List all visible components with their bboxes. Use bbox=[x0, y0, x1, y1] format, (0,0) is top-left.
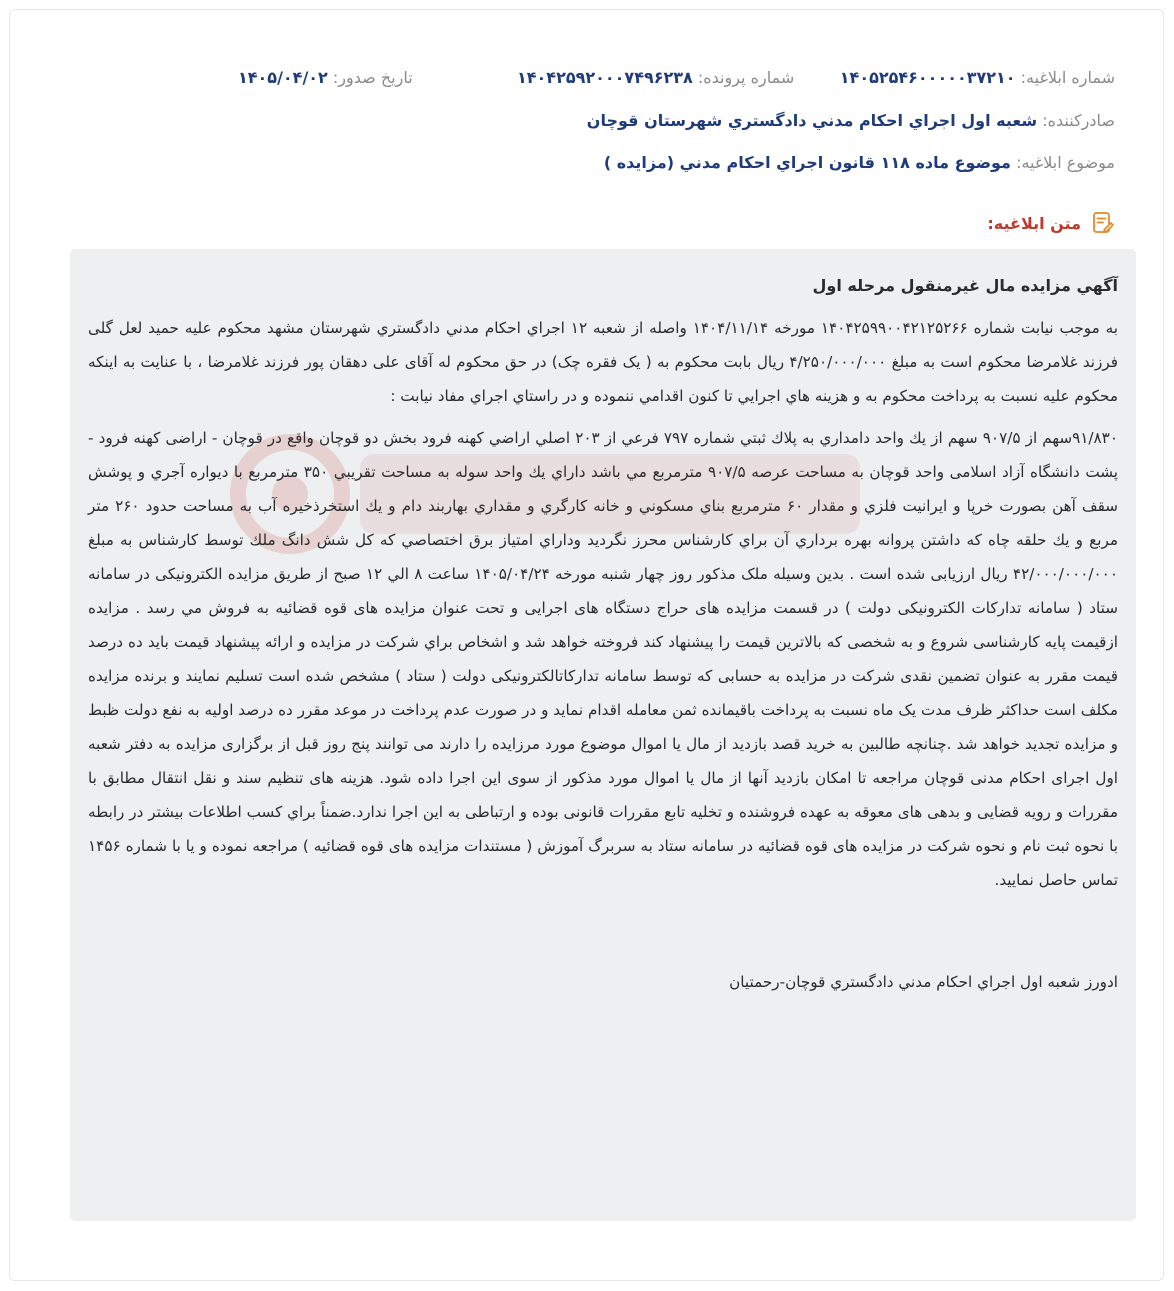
notice-body bbox=[88, 269, 1118, 1007]
notice-number-value: ۱۴۰۵۲۵۴۶۰۰۰۰۰۳۷۲۱۰ bbox=[839, 68, 1016, 87]
notice-content bbox=[70, 249, 1136, 1221]
subject-label: موضوع ابلاغیه: bbox=[1016, 153, 1115, 172]
notice-number-label: شماره ابلاغیه: bbox=[1020, 68, 1115, 87]
file-number-label: شماره پرونده: bbox=[697, 68, 795, 87]
issuer-value: شعبه اول اجراي احكام مدني دادگستري شهرستان قوچان bbox=[586, 111, 1038, 130]
issue-date-value: ۱۴۰۵/۰۴/۰۲ bbox=[238, 68, 328, 87]
issuer bbox=[587, 111, 1115, 130]
notice-paragraph-2: ۹۱/۸۳۰سهم از ۹۰۷/۵ سهم از يك واحد دامداري به پلاك ثبتي شماره ۷۹۷ فرعي از ۲۰۳ اصلي اراضي كهنه فرود بخش دو قوچان واقع در قوچان - اراضی کهنه فرود - پشت دانشگاه آزاد اسلامی واحد قوچان به مساحت عرصه ۹۰۷/۵ مترمربع مي باشد داراي يك واحد سوله به مساحت تقريبي ۳۵۰ مترمربع با ديواره آجري و پوشش سقف آهن بصورت خرپا و ايرانيت فلزي و مقدار ۶۰ مترمربع بناي مسكوني و خانه كارگري و مقداري بهاربند دام و يك استخرذخيره آب به مساحت حدود ۲۶۰ متر مربع و يك حلقه چاه كه داشتن پروانه بهره برداري آن براي كارشناس محرز نگرديد وداراي امتياز برق اختصاصي كه كل شش دانگ ملك توسط كارشناس به مبلغ ۴۲/۰۰۰/۰۰۰/۰۰۰ ريال ارزيابی شده است . بدين وسيله ملک مذکور روز چهار شنبه مورخه ۱۴۰۵/۰۴/۲۴ ساعت ۸ الي ۱۲ صبح از طريق مزايده الكترونيكی در سامانه ستاد ( سامانه تداركات الكترونيكی دولت ) در قسمت مزايده های حراج دستگاه های اجرايی و تحت عنوان مزايده های قوه قضائيه به فروش مي رسد . مزايده ازقيمت پايه كارشناسی شروع و به شخصی كه بالاترين قيمت را پيشنهاد كند فروخته خواهد شد و اشخاص براي شركت در مزايده و ارائه پيشنهاد قيمت بايد ده درصد قيمت مقرر به عنوان تضمين نقدی شركت در مزايده به حسابی كه توسط سامانه تداركاتالكترونيكی دولت ( ستاد ) مشخص شده است تسليم نمايند و برنده مزايده مكلف است حداكثر ظرف مدت يک ماه نسبت به پرداخت باقيمانده ثمن معامله اقدام نمايد و در صورت عدم پرداخت در موعد مقرر ده درصد اوليه به نفع دولت ظبط و مزايده تجديد خواهد شد .چنانچه طالبين به خريد قصد بازديد از مال يا اموال موضوع مورد مرزايده را دارند مى توانند پنج روز قبل از برگزاری مزايده به دفتر شعبه اول اجرای احکام مدنی قوچان مراجعه تا امكان بازديد آنها از مال يا اموال مورد مذكور از سوى اين اجرا داده شود. هزينه های تنظيم سند و نقل انتقال مطابق با مقررات و رويه قضايی و بدهی های معوقه به عهده فروشنده و تخليه تابع مقررات قانونی بوده و ارتباطی به اين اجرا ندارد.ضمناً براي كسب اطلاعات بيشتر در رابطه با نحوه ثبت نام و نحوه شركت در مزايده های قوه قضائيه در سامانه ستاد به سربرگ آموزش ( مستندات مزايده های قوه قضائيه ) مراجعه نموده و يا با شماره ۱۴۵۶ تماس حاصل نماييد. bbox=[88, 429, 1119, 889]
notice-text-heading bbox=[987, 210, 1115, 236]
document-icon bbox=[1089, 210, 1115, 236]
subject bbox=[604, 153, 1115, 172]
subject-value: موضوع ماده ۱۱۸ قانون اجراي احكام مدني (مزايده ) bbox=[603, 153, 1011, 172]
notice-signature: ادورز شعبه اول اجراي احكام مدني دادگستري قوچان-رحمتيان bbox=[729, 973, 1118, 991]
file-number-value: ۱۴۰۴۲۵۹۲۰۰۰۷۴۹۶۲۳۸ bbox=[517, 68, 693, 87]
notice-card bbox=[9, 9, 1164, 1281]
notice-paragraph-1: به موجب نيابت شماره ۱۴۰۴۲۵۹۹۰۰۴۲۱۲۵۲۶۶ مورخه ۱۴۰۴/۱۱/۱۴ واصله از شعبه ۱۲ اجراي احكام مدني دادگستري شهرستان مشهد محكوم عليه حميد لعل گلی فرزند غلامرضا محكوم است به مبلغ ۴/۲۵۰/۰۰۰/۰۰۰ ريال بابت محکوم به ( یک فقره چک) در حق محكوم له آقای علی دهقان پور فرزند غلامرضا ، با عنايت به اينكه محكوم عليه نسبت به پرداخت محكوم به و هزينه هاي اجرايي تا كنون اقدامي ننموده و در راستاي اجراي مفاد نيابت : bbox=[88, 319, 1118, 405]
issue-date-label: تاریخ صدور: bbox=[332, 68, 413, 87]
notice-title: آگهي مزايده مال غيرمنقول مرحله اول bbox=[812, 276, 1118, 295]
issuer-label: صادرکننده: bbox=[1042, 111, 1115, 130]
section-title: متن ابلاغیه: bbox=[987, 213, 1081, 233]
issue-date bbox=[238, 68, 413, 87]
file-number bbox=[517, 68, 794, 87]
notice-number bbox=[840, 68, 1115, 87]
